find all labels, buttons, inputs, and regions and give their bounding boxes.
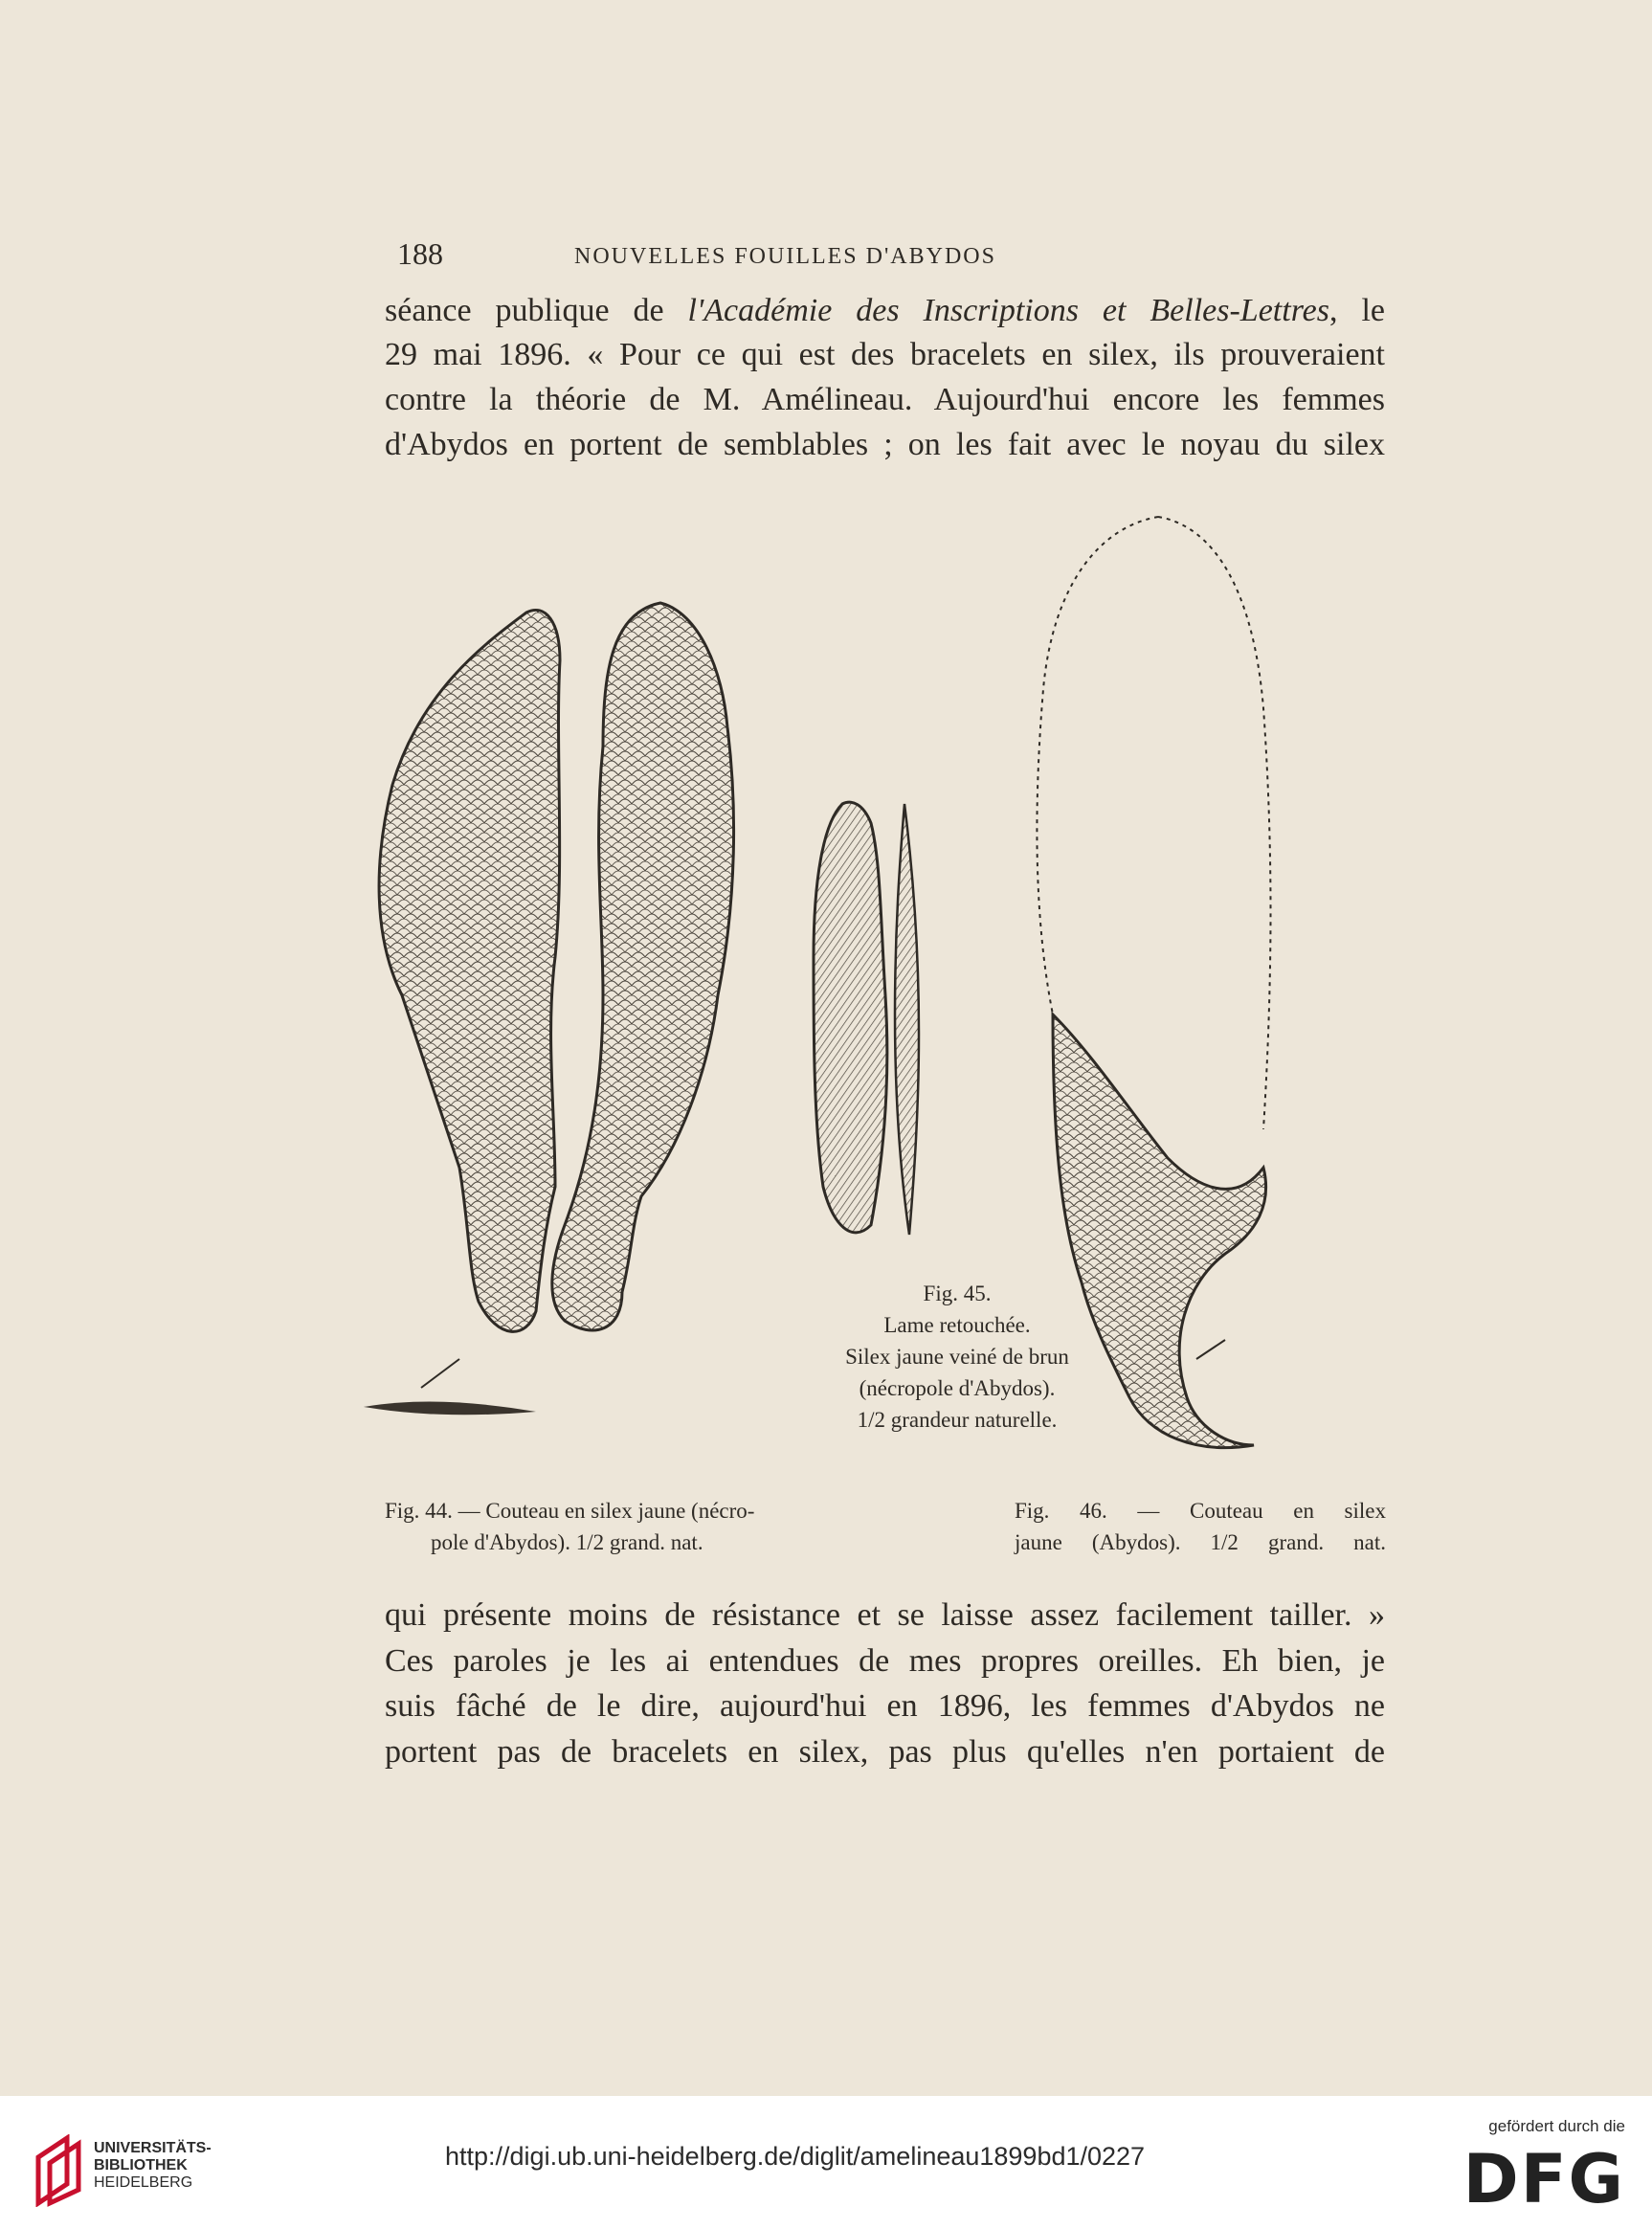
caption-line: Fig. 46. — Couteau en silex	[1015, 1499, 1386, 1523]
digitization-footer	[0, 2096, 1652, 2229]
dfg-logo: DFG	[1462, 2140, 1625, 2218]
source-url-link[interactable]: http://digi.ub.uni-heidelberg.de/diglit/amelineau1899bd1/0227	[445, 2142, 1146, 2171]
caption-line: Fig. 44. — Couteau en silex jaune (nécro-	[385, 1499, 755, 1523]
fig44-knife-left	[379, 610, 560, 1331]
body-line: Ces paroles je les ai entendues de mes propres oreilles. Eh bien, je	[385, 1643, 1385, 1679]
fig45-caption	[804, 1278, 1110, 1436]
library-name	[94, 2140, 212, 2192]
body-text: , le	[1329, 293, 1385, 328]
caption-line: jaune (Abydos). 1/2 grand. nat.	[1015, 1530, 1386, 1554]
body-line: 29 mai 1896. « Pour ce qui est des bracelets en silex, ils prouveraient	[385, 337, 1385, 372]
running-title: NOUVELLES FOUILLES D'ABYDOS	[574, 244, 996, 269]
caption-line: pole d'Abydos). 1/2 grand. nat.	[431, 1530, 703, 1554]
body-line: d'Abydos en portent de semblables ; on les fait avec le noyau du silex	[385, 427, 1385, 462]
fig46-caption	[1015, 1495, 1386, 1558]
body-line: qui présente moins de résistance et se laisse assez facilement tailler. »	[385, 1597, 1385, 1633]
body-line	[385, 292, 1385, 330]
body-text: séance publique de	[385, 293, 688, 328]
fig45-blade	[814, 802, 919, 1235]
page-number: 188	[397, 236, 443, 271]
fig44-caption	[385, 1495, 882, 1558]
fig44-cross-section	[364, 1402, 536, 1415]
italic-title: l'Académie des Inscriptions et Belles-Lettres	[687, 293, 1329, 328]
fig44-scale-mark	[421, 1359, 459, 1388]
library-name-line: BIBLIOTHEK	[94, 2157, 188, 2173]
caption-line: Fig. 45.	[923, 1282, 992, 1305]
caption-line: Lame retouchée.	[883, 1313, 1031, 1337]
fig44-knife-right	[552, 603, 734, 1330]
body-line: portent pas de bracelets en silex, pas plus qu'elles n'en portaient de	[385, 1734, 1385, 1770]
body-line: contre la théorie de M. Amélineau. Aujourd'hui encore les femmes	[385, 382, 1385, 417]
library-logo-icon	[34, 2134, 88, 2207]
caption-line: 1/2 grandeur naturelle.	[857, 1408, 1058, 1432]
body-line: suis fâché de le dire, aujourd'hui en 1896, les femmes d'Abydos ne	[385, 1688, 1385, 1724]
library-name-line: HEIDELBERG	[94, 2174, 193, 2191]
caption-line: (nécropole d'Abydos).	[859, 1376, 1056, 1400]
caption-line: Silex jaune veiné de brun	[845, 1345, 1069, 1369]
library-name-line: UNIVERSITÄTS-	[94, 2140, 212, 2156]
funding-label: gefördert durch die	[1488, 2117, 1625, 2135]
